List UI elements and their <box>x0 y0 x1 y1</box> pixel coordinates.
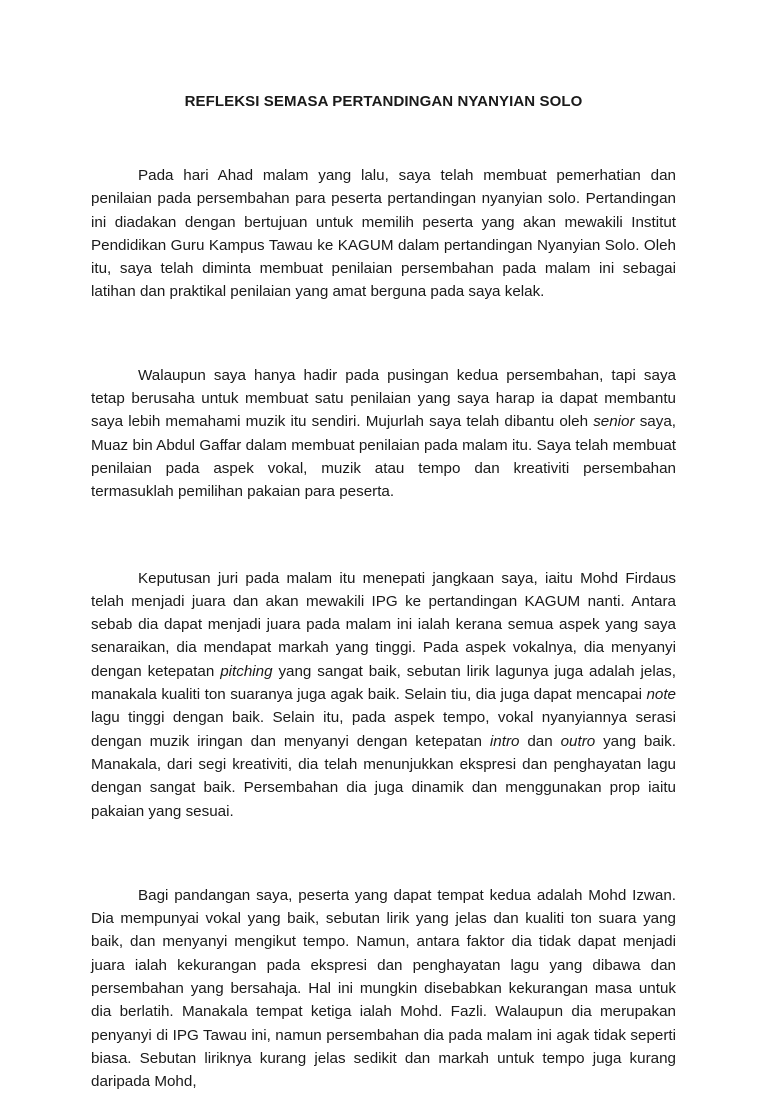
paragraph-3-text-d: dan <box>519 732 561 750</box>
paragraph-3-text-e: yang baik. Manakala, dari segi kreativiti, dia telah menunjukkan ekspresi dan penghayatan lagu dengan sangat baik. Persembahan dia juga dinamik dan menggunakan prop iaitu pakaian yang sesuai. <box>91 732 676 820</box>
paragraph-1-text: Pada hari Ahad malam yang lalu, saya telah membuat pemerhatian dan penilaian pada persembahan para peserta pertandingan nyanyian solo. Pertandingan ini diadakan dengan bertujuan untuk memilih peserta yang akan mewakili Institut Pendidikan Guru Kampus Tawau ke KAGUM dalam pertandingan Nyanyian Solo. Oleh itu, saya telah diminta membuat penilaian persembahan pada malam ini sebagai latihan dan praktikal penilaian yang amat berguna pada saya kelak. <box>91 167 676 301</box>
paragraph-3-text-c: lagu tinggi dengan baik. Selain itu, pada aspek tempo, vokal nyanyiannya serasi dengan muzik iringan dan menyanyi dengan ketepatan <box>91 709 676 750</box>
paragraph-2-text-a: Walaupun saya hanya hadir pada pusingan kedua persembahan, tapi saya tetap berusaha untuk membuat satu penilaian yang saya harap ia dapat membantu saya lebih memahami muzik itu sendiri. Mujurlah saya telah dibantu oleh <box>91 366 676 431</box>
paragraph-3-text-a: Keputusan juri pada malam itu menepati jangkaan saya, iaitu Mohd Firdaus telah menjadi juara dan akan mewakili IPG ke pertandingan KAGUM nanti. Antara sebab dia dapat menjadi juara pada malam ini ialah kerana semua aspek yang saya senaraikan, dia mendapat markah yang tinggi. Pada aspek vokalnya, dia menyanyi dengan ketepatan <box>91 569 676 680</box>
document-title: REFLEKSI SEMASA PERTANDINGAN NYANYIAN SOLO <box>184 93 583 110</box>
paragraph-2-text-b: saya, Muaz bin Abdul Gaffar dalam membuat penilaian pada malam itu. Saya telah membuat penilaian pada aspek vokal, muzik atau tempo dan kreativiti persembahan termasuklah pemilihan pakaian para peserta. <box>91 413 676 501</box>
paragraph-4 <box>91 884 676 1094</box>
paragraph-2 <box>91 364 676 504</box>
paragraph-1 <box>91 164 676 304</box>
italic-term-pitching: pitching <box>220 662 273 680</box>
italic-term-senior: senior <box>593 413 635 431</box>
paragraph-3 <box>91 567 676 823</box>
italic-term-note: note <box>646 686 676 704</box>
paragraph-4-text: Bagi pandangan saya, peserta yang dapat tempat kedua adalah Mohd Izwan. Dia mempunyai vokal yang baik, sebutan lirik yang jelas dan kualiti ton suara yang baik, dan menyanyi mengikut tempo. Namun, antara faktor dia tidak dapat menjadi juara ialah kekurangan pada ekspresi dan penghayatan lagu yang dibawa dan persembahan yang bersahaja. Hal ini mungkin disebabkan kekurangan masa untuk dia berlatih. Manakala tempat ketiga ialah Mohd. Fazli. Walaupun dia merupakan penyanyi di IPG Tawau ini, namun persembahan dia pada malam ini agak tidak seperti biasa. Sebutan liriknya kurang jelas sedikit dan markah untuk tempo juga kurang daripada Mohd, <box>91 886 676 1091</box>
italic-term-intro: intro <box>489 732 520 750</box>
paragraph-3-text-b: yang sangat baik, sebutan lirik lagunya juga adalah jelas, manakala kualiti ton suaranya juga agak baik. Selain tiu, dia juga dapat mencapai <box>91 662 676 704</box>
italic-term-outro: outro <box>560 732 596 750</box>
